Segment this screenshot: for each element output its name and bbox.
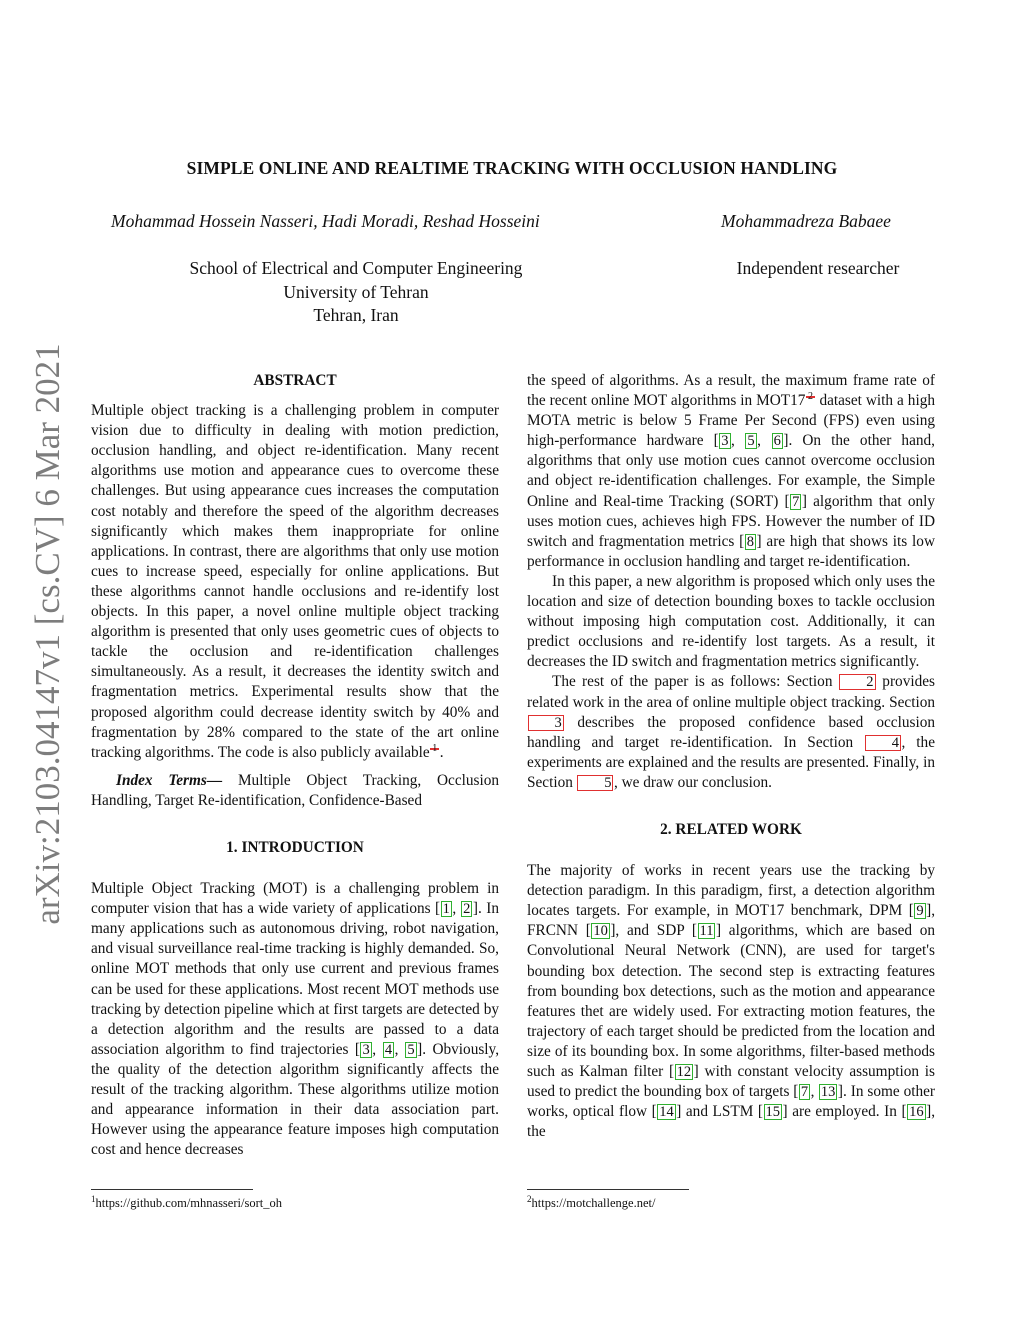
related-text-4: algorithms, which are based on Convolutional Neural Network (CNN), are used for target's bounding box detection. The second step is extracting features from bounding box detections, such as the motion and appearance features thet are widely used. For extracting motion features, the trajectory of each target should be predicted from the location and size of its bounding box. In some algorithms, filter-based methods such as Kalman filter <box>527 922 936 1080</box>
intro-text-2: In many applications such as autonomous driving, robot navigation, and visual surveillance real-time tracking is highly demanded. So, online MOT methods that only use current and previous frames can be used for these applications. Most recent MOT methods use tracking by detection pipeline which at first targets are detected by a detection algorithm and the results are passed to a data association algorithm to find trajectories <box>91 900 499 1058</box>
arxiv-sidebar-id: arXiv:2103.04147v1 [cs.CV] 6 Mar 2021 <box>28 343 67 925</box>
footnote-1-url[interactable]: https://github.com/mhnasseri/sort_oh <box>95 1196 282 1211</box>
outline-paragraph <box>527 672 935 793</box>
section-link[interactable]: 3 <box>528 715 564 731</box>
introduction-paragraph: Multiple Object Tracking (MOT) is a challenging problem in computer vision that has a wide variety of applications [ 1 , 2 ]. In many applications such as autonomous driving, robot navigation, and visual surveillance real-time tracking is highly demanded. So, online MOT methods that only use current and previous frames can be used for these applications. Most recent MOT methods use tracking by detection pipeline which at first targets are detected by a detection algorithm and the results are passed to a data association algorithm to find trajectories [ 3 , 4 , 5 ]. Obviously, the quality of the detection algorithm significantly affects the result of the tracking algorithm. These algorithms utilize motion and appearance information in their data association part. However using the appearance feature imposes high computation cost and hence decreases <box>91 880 500 1159</box>
abstract-end: . <box>439 743 444 761</box>
footnote-rule <box>91 1189 253 1190</box>
citation-link[interactable]: 4 <box>384 1041 393 1058</box>
citation-link[interactable]: 14 <box>659 1104 674 1121</box>
outline-text-2: provides related work in the area of online multiple object tracking. Section <box>527 673 935 711</box>
outline-text-4: , the experiments are explained and the results are presented. Finally, in Section <box>527 733 935 791</box>
outline-text-5: , we draw our conclusion. <box>613 773 772 791</box>
related-text-9: , the <box>527 1103 936 1141</box>
section-link[interactable]: 2 <box>839 674 875 690</box>
intro-cont-text-3: On the other hand, algorithms that only use motion cues cannot overcome occlusion and object re-identification challenges. For example, the Simple Online and Real-time Tracking (SORT) <box>527 432 935 510</box>
index-terms-text: Multiple Object Tracking, Occlusion Handling, Target Re-identification, Confidence-Based <box>91 771 500 809</box>
intro-text-3: Obviously, the quality of the detection algorithm significantly affects the result of the tracking algorithm. These algorithms utilize motion and appearance information in their data association part. However using the appearance feature imposes high computation cost and hence decreases <box>91 1040 500 1159</box>
citation-link[interactable]: 7 <box>800 1084 809 1101</box>
citation-link[interactable]: 10 <box>593 923 608 940</box>
citation-link[interactable]: 16 <box>909 1104 924 1121</box>
footnote-2-number: 2 <box>527 1194 532 1204</box>
citation-link[interactable]: 11 <box>699 923 714 940</box>
paper-title: SIMPLE ONLINE AND REALTIME TRACKING WITH OCCLUSION HANDLING <box>186 158 838 178</box>
footnote-2 <box>527 1189 689 1211</box>
footnote-rule <box>527 1189 689 1190</box>
author-group-1: Mohammad Hossein Nasseri, Hadi Moradi, Reshad Hosseini <box>111 211 540 231</box>
citation-link[interactable]: 13 <box>820 1084 836 1101</box>
outline-text-3: describes the proposed confidence based occlusion handling and target re-identification. In Section <box>527 713 935 751</box>
affiliation-2 <box>708 257 928 281</box>
related-text-6: . In some other works, optical flow <box>527 1083 935 1121</box>
citation-link[interactable]: 5 <box>407 1041 415 1058</box>
intro-cont-text-4: algorithm that only uses motion cues, achieves high FPS. However the number of ID switch and fragmentation metrics <box>527 492 936 550</box>
affiliation-1-line-3: Tehran, Iran <box>313 305 399 325</box>
footnote-1-number: 1 <box>91 1194 96 1204</box>
citation-link[interactable]: 15 <box>765 1104 781 1121</box>
citation-link[interactable]: 6 <box>773 433 781 450</box>
intro-cont-text-5: are high that shows its low performance in occlusion handling and target re-identification. <box>527 532 935 570</box>
related-text-2: , FRCNN <box>527 902 936 940</box>
affiliation-1-line-1: School of Electrical and Computer Engineering <box>189 258 523 278</box>
citation-link[interactable]: 3 <box>721 433 729 450</box>
related-text-1: The majority of works in recent years use the tracking by detection paradigm. In this paradigm, first, a detection algorithm locates targets. For example, in MOT17 benchmark, DPM <box>527 862 935 920</box>
footnote-2-url[interactable]: https://motchallenge.net/ <box>531 1196 656 1211</box>
introduction-heading: 1. INTRODUCTION <box>226 838 364 856</box>
related-text-8: are employed. In <box>792 1103 897 1121</box>
citation-link[interactable]: 3 <box>362 1041 370 1058</box>
citation-link[interactable]: 7 <box>792 493 800 510</box>
affiliation-2-line-1: Independent researcher <box>736 258 900 278</box>
proposed-paragraph: In this paper, a new algorithm is proposed which only uses the location and size of detection bounding boxes to tackle occlusion without imposing high computation cost. Additionally, it can predict occlusions and re-identify lost targets. As a result, it decreases the ID switch and fragmentation metrics significantly. <box>527 572 935 671</box>
intro-cont-text-2: dataset with a high MOTA metric is below 5 Frame Per Second (FPS) even using high-performance hardware <box>527 392 936 450</box>
citation-link[interactable]: 1 <box>442 901 450 918</box>
outline-text-1: The rest of the paper is as follows: Section <box>552 673 833 691</box>
citation-link[interactable]: 8 <box>746 533 754 550</box>
intro-text-1: Multiple Object Tracking (MOT) is a challenging problem in computer vision that has a wide variety of applications <box>91 880 499 918</box>
footnote-1 <box>91 1189 282 1211</box>
citation-link[interactable]: 5 <box>747 433 755 450</box>
related-text-3: , and SDP <box>615 922 685 940</box>
intro-cont-text-1: the speed of algorithms. As a result, the maximum frame rate of the recent online MOT algorithms in MOT17 <box>527 372 935 410</box>
related-text-7: and LSTM <box>685 1103 754 1121</box>
related-work-heading: 2. RELATED WORK <box>660 820 802 838</box>
left-column <box>91 371 499 1160</box>
index-terms <box>91 771 499 811</box>
section-link[interactable]: 4 <box>865 735 901 751</box>
footnote-link-2[interactable]: 2 <box>807 391 813 402</box>
footnote-link-1[interactable]: 1 <box>432 742 438 754</box>
section-link[interactable]: 5 <box>577 775 613 791</box>
right-column <box>527 371 935 1142</box>
citation-link[interactable]: 2 <box>463 901 471 918</box>
author-group-2: Mohammadreza Babaee <box>721 211 891 231</box>
citation-link[interactable]: 9 <box>916 903 924 920</box>
related-text-5: with constant velocity assumption is used to predict the bounding box of targets <box>527 1063 935 1101</box>
abstract-body: Multiple object tracking is a challenging problem in computer vision due to difficulty in dealing with motion prediction, occlusion handling, and object re-identification. Many recent algorithms use motion and appearance cues to overcome these challenges. But using appearance cues increases the computation cost notably and therefore the speed of the algorithm decreases significantly which makes them inappropriate for online applications. In contrast, there are algorithms that only use motion cues to increase speed, especially for online applications. But these algorithms cannot handle occlusions and re-identify lost objects. In this paper, a novel online multiple object tracking algorithm is presented that only uses geometric cues of objects to tackle the occlusion and re-identification challenges simultaneously. As a result, it decreases the identity switch and fragmentation metrics. Experimental results show that the proposed algorithm could decrease identity switch by 40% and fragmentation by 28% compared to the state of the art online tracking algorithms. The code is also publicly available <box>91 402 499 761</box>
affiliation-1-line-2: University of Tehran <box>283 281 429 302</box>
abstract-text <box>91 401 499 763</box>
citation-link[interactable]: 12 <box>676 1064 692 1080</box>
intro-continued-paragraph: the speed of algorithms. As a result, the maximum frame rate of the recent online MOT algorithms in MOT17 2 dataset with a high MOTA metric is below 5 Frame Per Second (FPS) even using high-performance hardware [ 3 , 5 , 6 ]. On the other hand, algorithms that only use motion cues cannot overcome occlusion and object re-identification challenges. For example, the Simple Online and Real-time Tracking (SORT) [ 7 ] algorithm that only uses motion cues, achieves high FPS. However the number of ID switch and fragmentation metrics [ 8 ] are high that shows its low performance in occlusion handling and target re-identification. <box>527 372 936 570</box>
affiliation-1 <box>156 257 556 328</box>
abstract-heading: ABSTRACT <box>253 372 337 389</box>
related-work-paragraph: The majority of works in recent years use the tracking by detection paradigm. In this paradigm, first, a detection algorithm locates targets. For example, in MOT17 benchmark, DPM [ 9 ], FRCNN [ 10 ], and SDP [ 11 ] algorithms, which are based on Convolutional Neural Network (CNN), are used for target's bounding box detection. The second step is extracting features from bounding box detections, such as the motion and appearance features thet are widely used. For extracting motion features, the trajectory of each target should be predicted from the location and size of its bounding box. In some algorithms, filter-based methods such as Kalman filter [ 12 ] with constant velocity assumption is used to predict the bounding box of targets [ 7 , 13 ]. In some other works, optical flow [ 14 ] and LSTM [ 15 ] are employed. In [ 16 ], the <box>527 862 936 1141</box>
index-terms-label: Index Terms— <box>116 771 223 789</box>
